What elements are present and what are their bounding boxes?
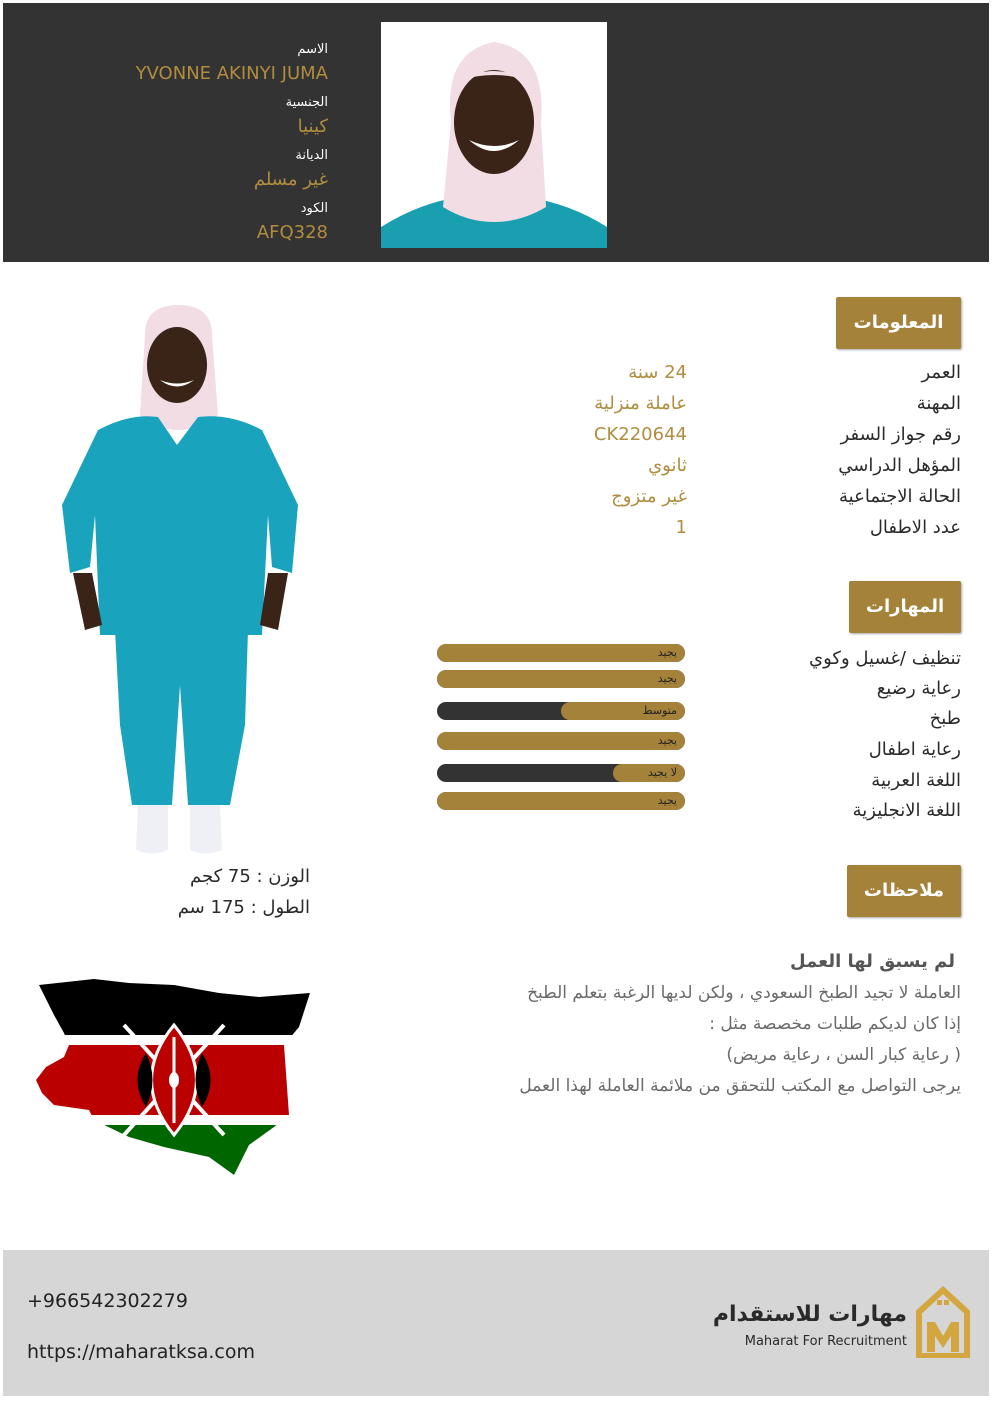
logo-english-name: Maharat For Recruitment bbox=[744, 1334, 907, 1349]
worker-name: YVONNE AKINYI JUMA bbox=[135, 63, 328, 84]
portrait-photo bbox=[381, 22, 607, 248]
info-label: رقم جواز السفر bbox=[840, 424, 961, 445]
info-label: العمر bbox=[921, 362, 961, 383]
info-value: عاملة منزلية bbox=[594, 393, 687, 414]
notes-line: يرجى التواصل مع المكتب للتحقق من ملائمة العاملة لهذا العمل bbox=[519, 1076, 961, 1096]
info-label: الحالة الاجتماعية bbox=[839, 486, 961, 507]
info-label: المهنة bbox=[916, 393, 961, 414]
skill-label: اللغة الانجليزية bbox=[852, 800, 961, 821]
skill-label: رعاية رضيع bbox=[876, 678, 961, 699]
header-details bbox=[8, 41, 328, 253]
skill-level: يجيد bbox=[657, 672, 677, 685]
skill-bar bbox=[437, 764, 685, 782]
skill-bar-fill bbox=[437, 792, 685, 810]
skill-bar bbox=[437, 670, 685, 688]
skill-label: طبخ bbox=[929, 708, 961, 729]
company-logo bbox=[712, 1286, 973, 1360]
info-value: غير متزوج bbox=[611, 486, 687, 507]
skill-bar bbox=[437, 702, 685, 720]
notes-body bbox=[401, 946, 961, 1102]
info-value: 1 bbox=[675, 517, 687, 538]
kenya-flag-map bbox=[34, 975, 314, 1180]
info-value: 24 سنة bbox=[628, 362, 687, 383]
name-label: الاسم bbox=[297, 42, 328, 57]
phone-number: +966542302279 bbox=[27, 1290, 188, 1312]
info-value: CK220644 bbox=[593, 424, 687, 445]
notes-line: إذا كان لديكم طلبات مخصصة مثل : bbox=[709, 1014, 961, 1034]
religion-value: غير مسلم bbox=[253, 169, 328, 190]
info-label: عدد الاطفال bbox=[869, 517, 961, 538]
skill-bar bbox=[437, 792, 685, 810]
footer bbox=[3, 1250, 989, 1396]
skill-bar bbox=[437, 732, 685, 750]
skill-level: يجيد bbox=[657, 646, 677, 659]
skills-section-title: المهارات bbox=[849, 581, 961, 633]
notes-section-title: ملاحظات bbox=[847, 865, 961, 917]
skill-label: اللغة العربية bbox=[871, 770, 961, 791]
skill-label: تنظيف /غسيل وكوي bbox=[809, 648, 961, 669]
website-link[interactable]: https://maharatksa.com bbox=[27, 1341, 256, 1363]
nationality-value: كينيا bbox=[297, 116, 328, 137]
skill-level: متوسط bbox=[642, 704, 677, 717]
skill-level: يجيد bbox=[657, 794, 677, 807]
skill-bar-fill bbox=[437, 670, 685, 688]
code-label: الكود bbox=[300, 201, 328, 216]
skill-bar-fill bbox=[437, 732, 685, 750]
info-value: ثانوي bbox=[648, 455, 687, 476]
notes-line: ( رعاية كبار السن ، رعاية مريض) bbox=[726, 1045, 961, 1065]
skill-label: رعاية اطفال bbox=[868, 739, 961, 760]
header-banner bbox=[3, 3, 989, 262]
skill-level: لا يجيد bbox=[647, 766, 677, 779]
skill-bar bbox=[437, 644, 685, 662]
religion-label: الديانة bbox=[295, 148, 328, 163]
notes-line: العاملة لا تجيد الطبخ السعودي ، ولكن لديها الرغبة بتعلم الطبخ bbox=[527, 983, 961, 1003]
nationality-label: الجنسية bbox=[285, 95, 328, 110]
info-label: المؤهل الدراسي bbox=[838, 455, 961, 476]
height-text: الطول : 175 سم bbox=[177, 897, 310, 918]
skill-level: يجيد bbox=[657, 734, 677, 747]
weight-text: الوزن : 75 كجم bbox=[190, 866, 310, 887]
logo-arabic-name: مهارات للاستقدام bbox=[712, 1302, 907, 1327]
logo-house-icon bbox=[913, 1286, 973, 1358]
code-value: AFQ328 bbox=[256, 222, 328, 243]
full-body-photo bbox=[40, 305, 310, 860]
skill-bar-fill bbox=[437, 644, 685, 662]
notes-heading: لم يسبق لها العمل bbox=[790, 951, 955, 972]
info-section-title: المعلومات bbox=[836, 297, 961, 349]
